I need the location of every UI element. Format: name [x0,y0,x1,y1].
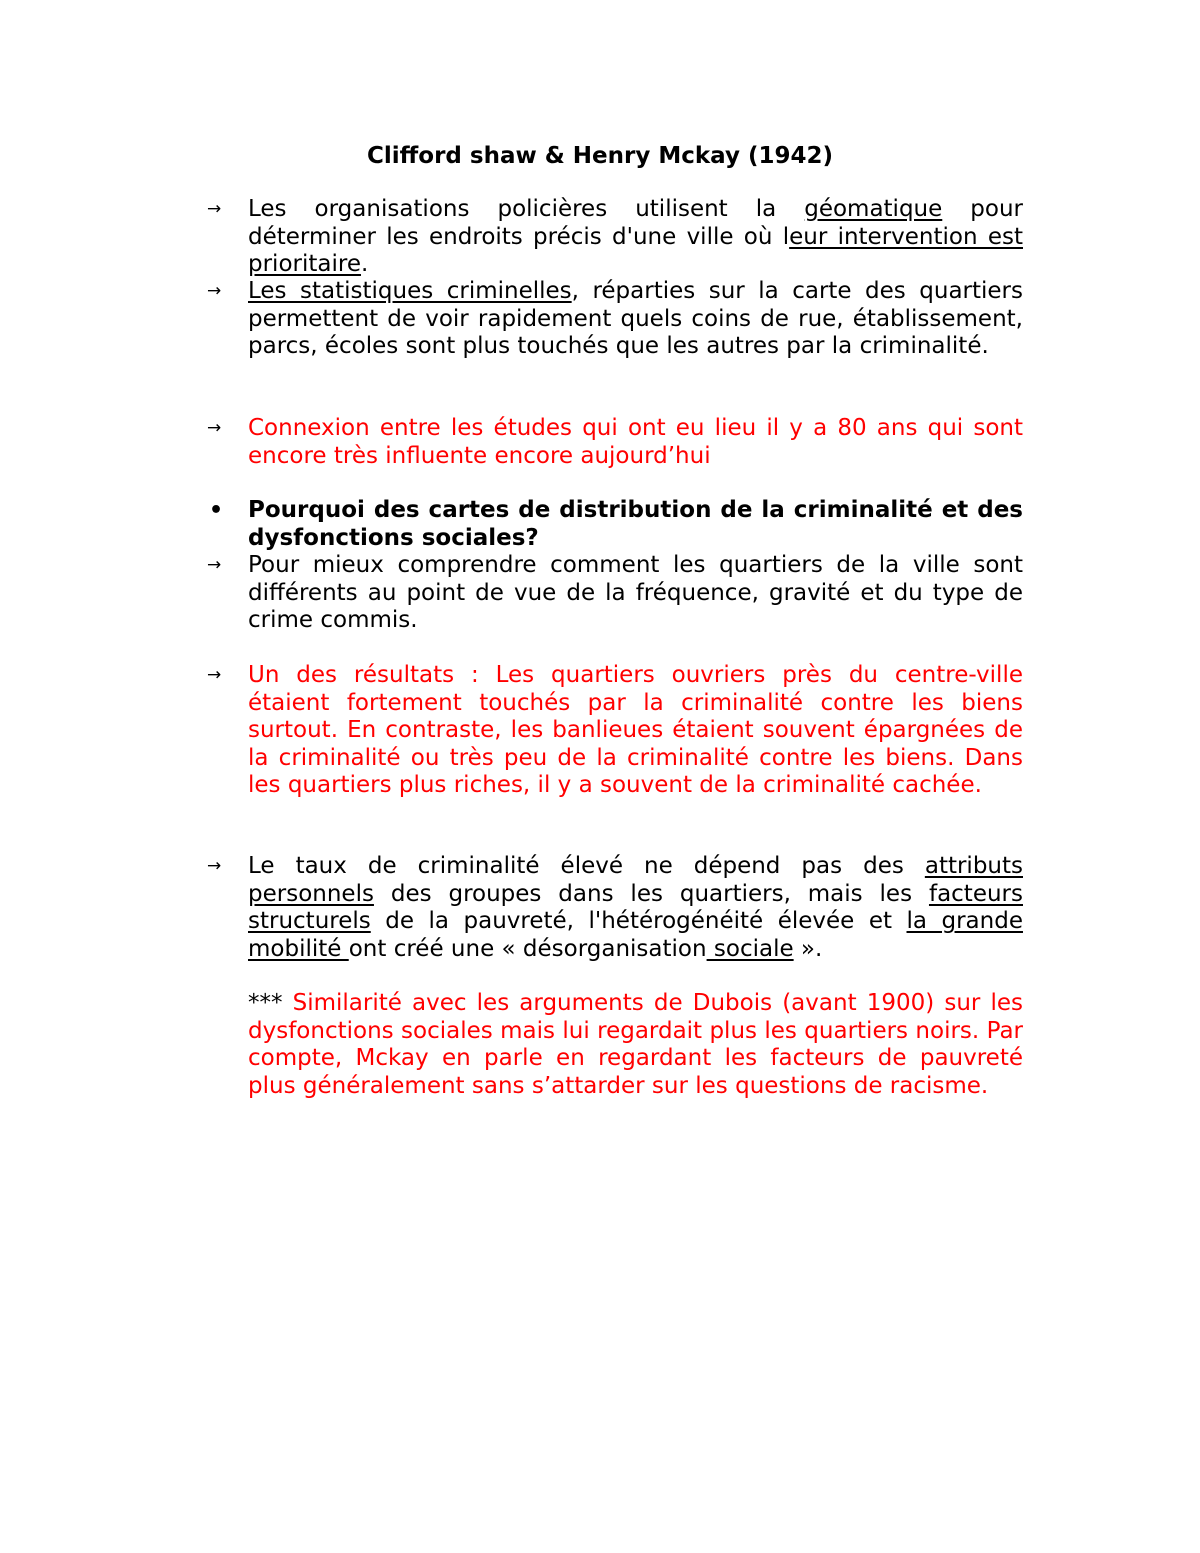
document-title: Clifford shaw & Henry Mckay (1942) [366,143,834,169]
underlined-term: la grande mobilité [248,908,1023,962]
note-stars: *** [248,990,293,1016]
underlined-term: attributs personnels [248,853,1023,907]
underlined-term: facteurs structurels [248,880,1023,934]
list-item [207,552,1027,635]
list-item-text: Les statistiques criminelles, réparties sur la carte des quartiers permettent de voir rapidement quels coins de rue, établissement, parcs, écoles sont plus touchés que les autres par la criminalité. [248,278,1023,359]
underlined-term: Les statistiques criminelles [248,278,572,304]
list-item [207,497,1027,552]
list-item-heading: Pourquoi des cartes de distribution de la criminalité et des dysfonctions sociales? [248,497,1023,551]
bullet-icon: • [209,498,224,523]
list-item-text: Le taux de criminalité élevé ne dépend pas des attributs personnels des groupes dans les quartiers, mais les facteurs structurels de la pauvreté, l'hétérogénéité élevée et la grande mobilité ont créé une « désorganisation sociale ». [248,853,1023,962]
note-paragraph [207,990,1027,1100]
list-item [207,415,1027,470]
list-item [207,853,1027,963]
arrow-icon: → [207,281,222,301]
underlined-term: géomatique [804,196,943,222]
arrow-icon: → [207,665,222,685]
arrow-icon: → [207,555,222,575]
arrow-icon: → [207,856,222,876]
arrow-icon: → [207,199,222,219]
list-item [207,662,1027,800]
list-item [207,196,1027,279]
list-item-text: Les organisations policières utilisent la géomatique pour déterminer les endroits précis d'une ville où leur intervention est prioritaire. [248,196,1023,277]
list-item [207,278,1027,361]
list-item-text: Un des résultats : Les quartiers ouvriers près du centre-ville étaient fortement touchés par la criminalité contre les biens surtout. En contraste, les banlieues étaient souvent épargnées de la criminalité ou très peu de la criminalité contre les biens. Dans les quartiers plus riches, il y a souvent de la criminalité cachée. [248,662,1023,798]
list-item-text: Pour mieux comprendre comment les quartiers de la ville sont différents au point de vue de la fréquence, gravité et du type de crime commis. [248,552,1023,633]
note-text: *** Similarité avec les arguments de Dubois (avant 1900) sur les dysfonctions sociales mais lui regardait plus les quartiers noirs. Par compte, Mckay en parle en regardant les facteurs de pauvreté plus généralement sans s’attarder sur les questions de racisme. [248,990,1023,1099]
underlined-term: eur intervention est prioritaire [248,223,1023,277]
underlined-term: sociale [706,935,794,962]
list-item-text: Connexion entre les études qui ont eu lieu il y a 80 ans qui sont encore très influente encore aujourd’hui [248,415,1023,469]
arrow-icon: → [207,418,222,438]
